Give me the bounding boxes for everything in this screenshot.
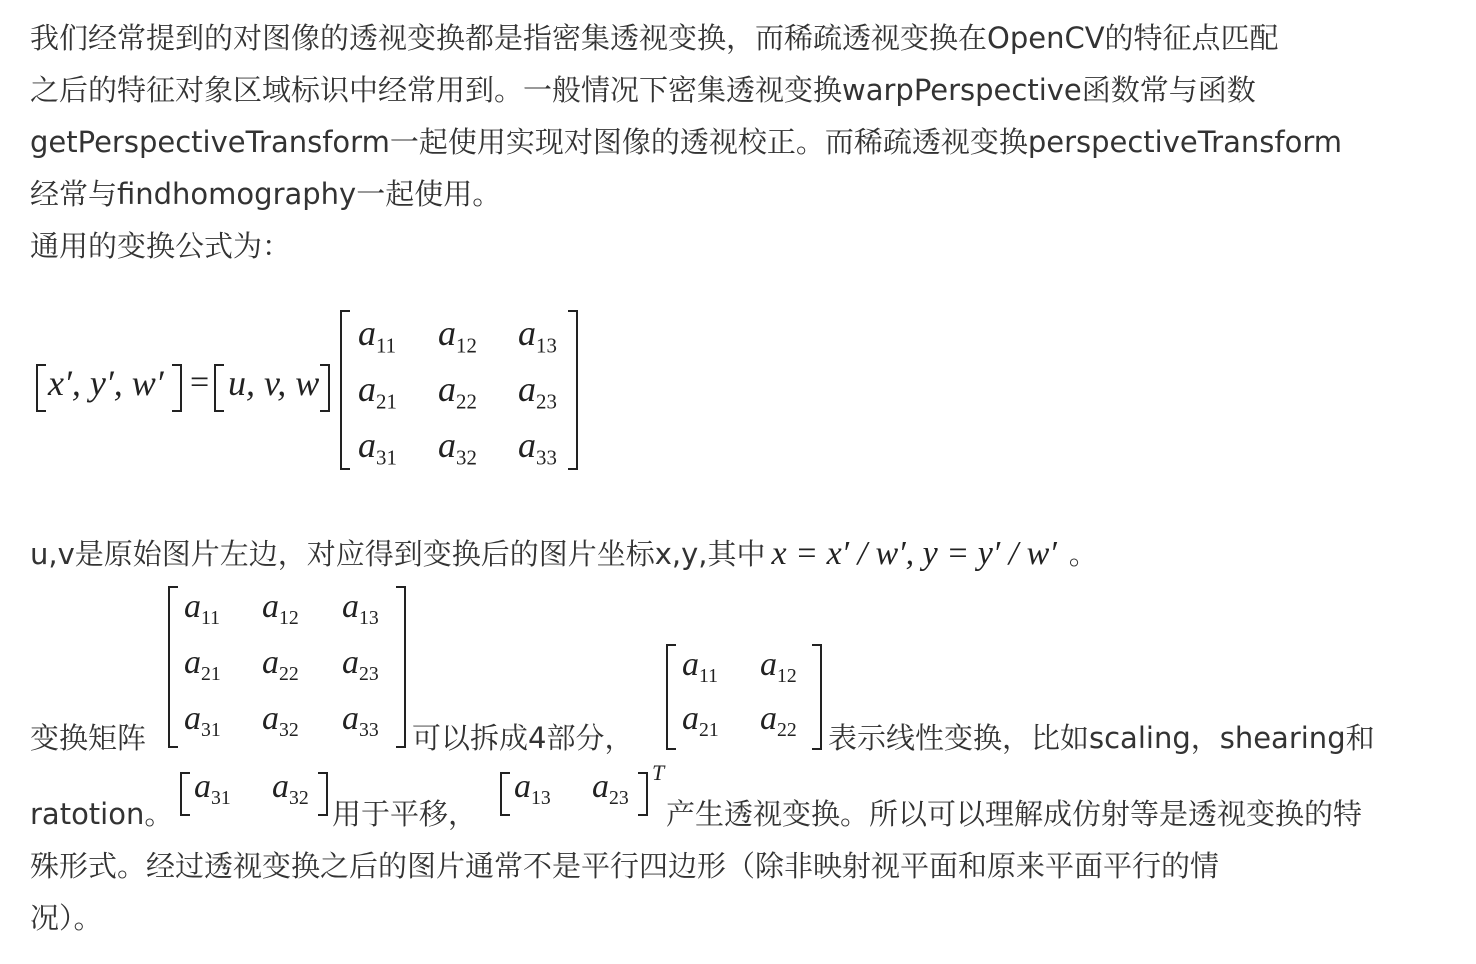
transpose-mark: T — [652, 760, 665, 785]
full-cell-a21: $a_{21}$ — [184, 644, 221, 685]
matrix-cell-a32: $a_{32}$ — [438, 425, 477, 470]
vec-right-bracket — [320, 364, 330, 412]
full-matrix-left-bracket — [168, 586, 178, 748]
matrix-cell-a31: $a_{31}$ — [358, 425, 397, 470]
paragraph-line-2: 之后的特征对象区域标识中经常用到。一般情况下密集透视变换warpPerspective函数常与函数 — [30, 73, 1256, 107]
paragraph-line-4: 经常与findhomography一起使用。 — [30, 177, 502, 211]
uvw-vector: u, v, w — [228, 363, 320, 403]
perspective-description: 产生透视变换。所以可以理解成仿射等是透视变换的特 — [666, 797, 1363, 831]
full-cell-a23: $a_{23}$ — [342, 644, 379, 685]
linear-matrix-right-bracket — [812, 644, 822, 750]
lhs-left-bracket — [36, 364, 46, 412]
full-cell-a31: $a_{31}$ — [184, 700, 221, 741]
translation-cell-a31: $a_{31}$ — [194, 768, 231, 809]
translation-left-bracket — [180, 772, 190, 816]
matrix-left-bracket — [340, 310, 350, 470]
matrix-cell-a23: $a_{23}$ — [518, 369, 557, 414]
full-matrix-right-bracket — [396, 586, 406, 748]
lhs-vector: x′, y′, w′ — [48, 363, 164, 403]
perspective-right-bracket — [638, 772, 648, 816]
full-cell-a11: $a_{11}$ — [184, 588, 220, 629]
full-cell-a13: $a_{13}$ — [342, 588, 379, 629]
lhs-right-bracket — [172, 364, 182, 412]
equals-sign: = — [190, 364, 210, 401]
vec-left-bracket — [214, 364, 224, 412]
full-cell-a22: $a_{22}$ — [262, 644, 299, 685]
matrix-label: 变换矩阵 — [30, 721, 147, 755]
perspective-cell-a23: $a_{23}$ — [592, 768, 629, 809]
translation-cell-a32: $a_{32}$ — [272, 768, 309, 809]
perspective-cell-a13: $a_{13}$ — [514, 768, 551, 809]
linear-cell-a12: $a_{12}$ — [760, 646, 797, 687]
paragraph-line-1: 我们经常提到的对图像的透视变换都是指密集透视变换，而稀疏透视变换在OpenCV的特征点匹配 — [30, 21, 1279, 55]
formula-intro: 通用的变换公式为： — [30, 229, 292, 263]
linear-matrix-left-bracket — [666, 644, 676, 750]
linear-description: 表示线性变换，比如scaling，shearing和 — [828, 721, 1375, 755]
ratotion-text: ratotion。 — [30, 797, 174, 831]
matrix-cell-a11: $a_{11}$ — [358, 313, 397, 358]
closing-line-2: 况）。 — [30, 901, 103, 935]
matrix-cell-a21: $a_{21}$ — [358, 369, 397, 414]
matrix-cell-a12: $a_{12}$ — [438, 313, 477, 358]
linear-cell-a11: $a_{11}$ — [682, 646, 718, 687]
linear-cell-a21: $a_{21}$ — [682, 700, 719, 741]
explanation-text: u,v是原始图片左边，对应得到变换后的图片坐标x,y,其中 — [30, 537, 766, 571]
matrix-cell-a22: $a_{22}$ — [438, 369, 477, 414]
full-cell-a12: $a_{12}$ — [262, 588, 299, 629]
split-text: 可以拆成4部分， — [412, 721, 634, 755]
full-cell-a32: $a_{32}$ — [262, 700, 299, 741]
matrix-cell-a13: $a_{13}$ — [518, 313, 557, 358]
full-cell-a33: $a_{33}$ — [342, 700, 379, 741]
closing-line-1: 殊形式。经过透视变换之后的图片通常不是平行四边形（除非映射视平面和原来平面平行的情 — [30, 849, 1220, 883]
perspective-left-bracket — [500, 772, 510, 816]
paragraph-line-3: getPerspectiveTransform一起使用实现对图像的透视校正。而稀疏透视变换perspectiveTransform — [30, 125, 1342, 159]
explanation-end: 。 — [1068, 537, 1098, 571]
translation-text: 用于平移， — [332, 797, 478, 831]
matrix-cell-a33: $a_{33}$ — [518, 425, 557, 470]
matrix-right-bracket — [568, 310, 578, 470]
translation-right-bracket — [318, 772, 328, 816]
normalization-formula: x = x′ / w′, y = y′ / w′ — [771, 535, 1057, 572]
explanation-line — [30, 528, 1098, 580]
linear-cell-a22: $a_{22}$ — [760, 700, 797, 741]
